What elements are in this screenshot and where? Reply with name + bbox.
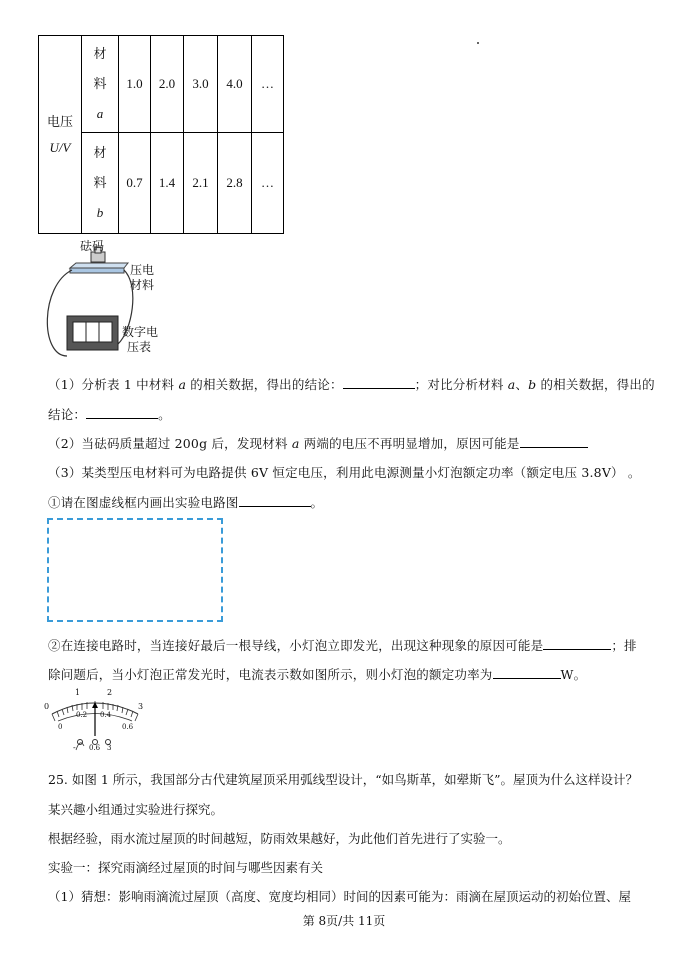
apparatus-figure [40,236,180,366]
answer-blank [543,637,611,650]
scale-top-0: 0 [44,702,50,711]
table-cell: 2.0 [151,36,184,133]
page-footer: 第 8页/共 11页 [302,914,386,928]
table-cell: 2.1 [184,133,218,234]
question-25-line-1: 25. 如图 1 所示，我国部分古代建筑屋顶采用弧线型设计，“如鸟斯革，如翚斯飞”。屋顶为什么这样设计？ [48,772,639,787]
weight-label: 砝码 [80,239,105,253]
terminal-label-0-6: 0.6 [89,744,101,752]
table-cell: 1.4 [151,133,184,234]
table-cell: 3.0 [184,36,218,133]
table-cell: … [252,133,284,234]
question-25-line-3: 根据经验，雨水流过屋顶的时间越短，防雨效果越好，为此他们首先进行了实验一。 [48,831,511,846]
material-b-char-3: b [96,205,104,220]
table-cell: 2.8 [218,133,252,234]
question-3-sub-1: ①请在图虚线框内画出实验电路图 。 [48,495,324,510]
answer-blank [86,406,158,419]
question-25-line-5: （1）猜想：影响雨滴流过屋顶（高度、宽度均相同）时间的因素可能为：雨滴在屋顶运动的初始位置、屋 [48,889,631,904]
table-cell: 1.0 [119,36,151,133]
row-header-unit: U/V [49,139,71,155]
row-header-label: 电压 [46,113,73,129]
terminal-label-neg: - [73,743,76,752]
answer-blank [343,376,415,389]
question-3: （3）某类型压电材料可为电路提供 6V 恒定电压，利用此电源测量小灯泡额定功率（额定电压 3.8V） 。 [48,465,641,480]
voltmeter-label-1: 数字电 [122,325,159,339]
material-b-cell [82,133,119,234]
material-b-char-1: 材 [93,145,107,160]
table-cell: … [252,36,284,133]
scale-bottom-1: 0.2 [76,711,88,719]
table-cell: 0.7 [119,133,151,234]
material-label-1: 压电 [130,263,155,277]
answer-blank [493,666,561,679]
terminal-label-3: 3 [107,744,112,752]
voltage-table [38,35,284,234]
question-3-sub-2-line-1: ②在连接电路时，当连接好最后一根导线，小灯泡立即发光，出现这种现象的原因可能是 ；排 [48,638,637,653]
material-b-char-2: 料 [93,175,107,190]
row-header-cell [39,36,82,234]
material-a-cell [82,36,119,133]
material-a-char-2: 料 [93,76,107,91]
answer-blank [520,435,588,448]
question-25-line-4: 实验一：探究雨滴经过屋顶的时间与哪些因素有关 [48,860,324,875]
scale-top-2: 2 [107,688,113,697]
question-2: （2）当砝码质量超过 200g 后，发现材料 a 两端的电压不再明显增加，原因可能是 [48,434,588,452]
question-1-line-2: 结论： 。 [48,407,171,422]
material-label-2: 材料 [130,278,155,292]
voltmeter-label-2: 压表 [127,340,152,354]
scale-top-3: 3 [138,702,144,711]
material-a-char-1: 材 [93,46,107,61]
material-a-char-3: a [96,106,104,121]
question-1-line-1: （1）分析表 1 中材料 a 的相关数据，得出的结论： ；对比分析材料 a、b 的相关数据，得出的 [48,377,655,392]
scale-bottom-3: 0.6 [122,723,134,731]
apparatus-diagram [40,236,180,366]
stray-dot [477,42,479,44]
ammeter-figure [40,688,150,754]
scale-bottom-0: 0 [58,723,63,731]
scale-top-1: 1 [75,688,81,697]
question-25-line-2: 某兴趣小组通过实验进行探究。 [48,802,224,817]
circuit-drawing-box[interactable] [47,518,223,622]
question-3-sub-2-line-2: 除问题后，当小灯泡正常发光时，电流表示数如图所示，则小灯泡的额定功率为 W。 [48,667,587,682]
answer-blank [239,494,311,507]
scale-bottom-2: 0.4 [100,711,112,719]
table-cell: 4.0 [218,36,252,133]
